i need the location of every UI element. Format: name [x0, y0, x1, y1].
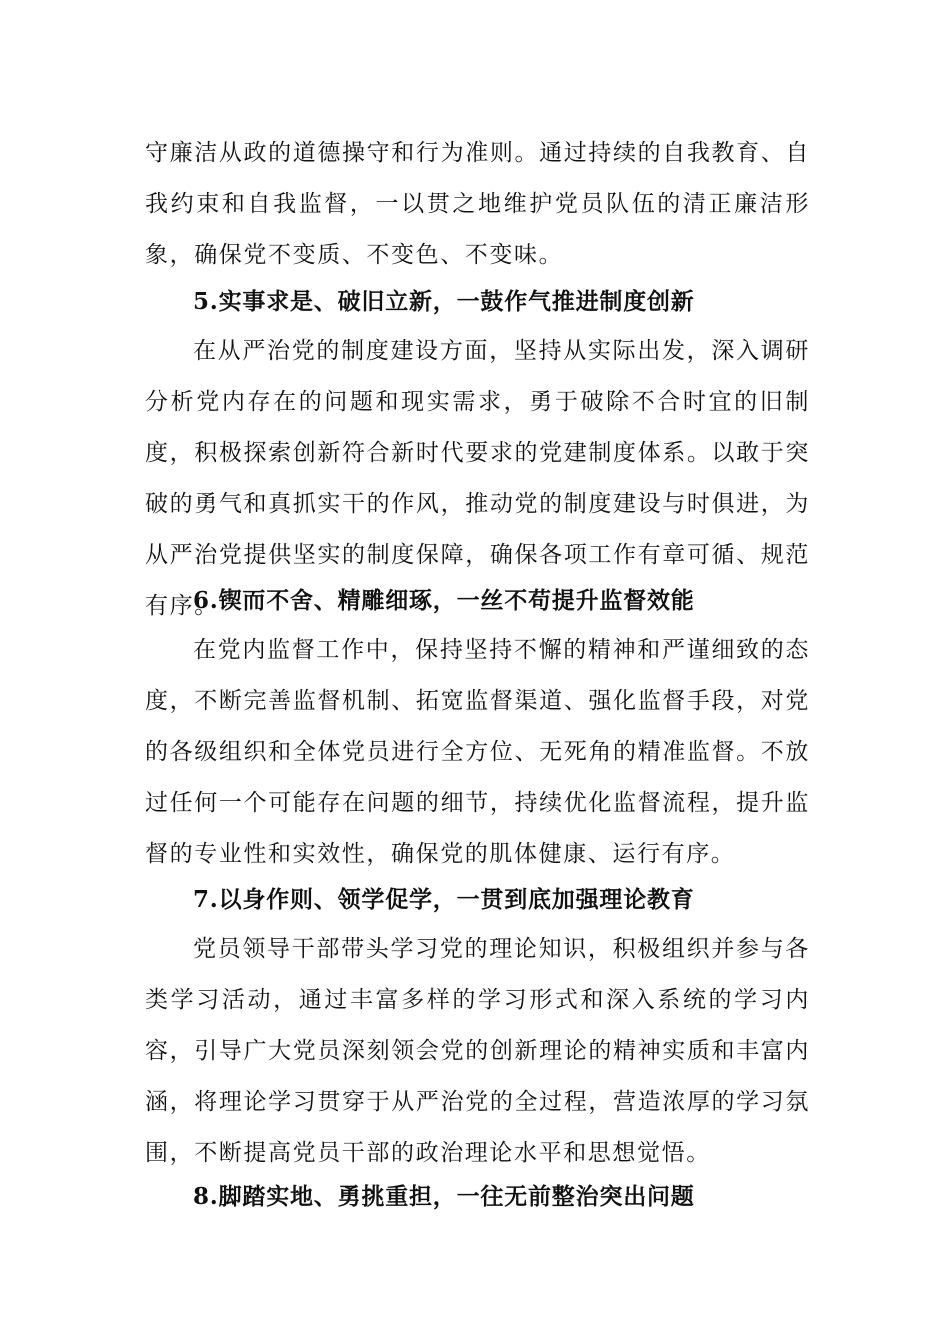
section-7-heading — [145, 874, 810, 925]
heading-8: 8.脚踏实地、勇挑重担，一往无前整治突出问题 — [193, 1183, 695, 1210]
section-5-heading — [145, 276, 810, 327]
heading-5: 5.实事求是、破旧立新，一鼓作气推进制度创新 — [193, 288, 695, 315]
paragraph-intro-text: 守廉洁从政的道德操守和行为准则。通过持续的自我教育、自我约束和自我监督，一以贯之地维护党员队伍的清正廉洁形象，确保党不变质、不变色、不变味。 — [145, 140, 810, 268]
section-6-body — [145, 625, 810, 880]
paragraph-5: 在从严治党的制度建设方面，坚持从实际出发，深入调研分析党内存在的问题和现实需求，勇于破除不合时宜的旧制度，积极探索创新符合新时代要求的党建制度体系。以敢于突破的勇气和真抓实干的作风，推动党的制度建设与时俱进，为从严治党提供坚实的制度保障，确保各项工作有章可循、规范有序。 — [145, 338, 810, 619]
heading-6: 6.锲而不舍、精雕细琢，一丝不苟提升监督效能 — [193, 587, 695, 614]
heading-7: 7.以身作则、领学促学，一贯到底加强理论教育 — [193, 886, 695, 913]
paragraph-7: 党员领导干部带头学习党的理论知识，积极组织并参与各类学习活动，通过丰富多样的学习形式和深入系统的学习内容，引导广大党员深刻领会党的创新理论的精神实质和丰富内涵，将理论学习贯穿于从严治党的全过程，营造浓厚的学习氛围，不断提高党员干部的政治理论水平和思想觉悟。 — [145, 936, 810, 1166]
section-6-heading — [145, 575, 810, 626]
paragraph-intro — [145, 128, 810, 281]
section-8-heading — [145, 1171, 810, 1222]
section-7-body — [145, 924, 810, 1179]
paragraph-6: 在党内监督工作中，保持坚持不懈的精神和严谨细致的态度，不断完善监督机制、拓宽监督渠道、强化监督手段，对党的各级组织和全体党员进行全方位、无死角的精准监督。不放过任何一个可能存在问题的细节，持续优化监督流程，提升监督的专业性和实效性，确保党的肌体健康、运行有序。 — [145, 637, 810, 867]
